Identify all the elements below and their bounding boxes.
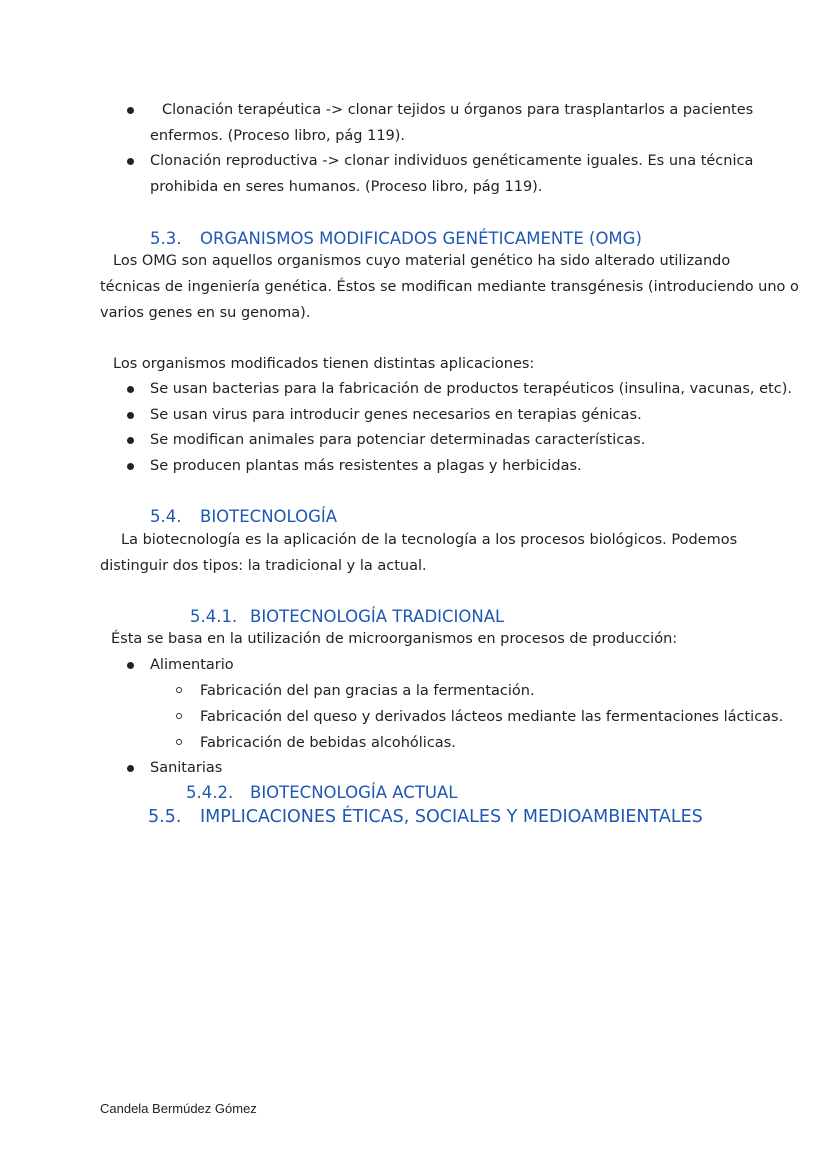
hollow-bullet-icon (176, 687, 182, 693)
section-5-5-title: IMPLICACIONES ÉTICAS, SOCIALES Y MEDIOAMBIENTALES (200, 807, 703, 827)
section-5-4-title: BIOTECNOLOGÍA (200, 507, 338, 526)
section-5-3-para-line1: Los OMG son aquellos organismos cuyo material genético ha sido alterado utilizando (113, 253, 731, 269)
section-5-4-para-line2: distinguir dos tipos: la tradicional y la actual. (100, 558, 427, 574)
alimentario-label: Alimentario (150, 657, 234, 673)
clonacion-item-2-line1: Clonación reproductiva -> clonar individuos genéticamente iguales. Es una técnica (150, 153, 754, 169)
clonacion-item-2-line2: prohibida en seres humanos. (Proceso libro, pág 119). (150, 179, 543, 195)
section-5-4-para-line1: La biotecnología es la aplicación de la tecnología a los procesos biológicos. Podemos (121, 532, 738, 548)
alimentario-sub-3: Fabricación de bebidas alcohólicas. (200, 735, 456, 751)
section-5-4-1-number: 5.4.1. (190, 607, 238, 626)
section-5-4-2-title: BIOTECNOLOGÍA ACTUAL (250, 783, 458, 802)
section-5-3-intro: Los organismos modificados tienen distintas aplicaciones: (113, 356, 535, 372)
footer-author: Candela Bermúdez Gómez (100, 1101, 257, 1116)
section-5-4-number: 5.4. (150, 507, 182, 526)
omg-bullet-2: Se usan virus para introducir genes necesarios en terapias génicas. (150, 407, 642, 423)
section-5-4-1-title: BIOTECNOLOGÍA TRADICIONAL (250, 607, 505, 626)
omg-bullet-3: Se modifican animales para potenciar determinadas características. (150, 432, 646, 448)
section-5-4-1-intro: Ésta se basa en la utilización de microorganismos en procesos de producción: (111, 631, 678, 647)
section-5-5-number: 5.5. (148, 807, 182, 827)
clonacion-item-1-line1: Clonación terapéutica -> clonar tejidos u órganos para trasplantarlos a pacientes (162, 102, 754, 118)
bullet-icon (127, 662, 134, 669)
hollow-bullet-icon (176, 713, 182, 719)
section-5-3-title: ORGANISMOS MODIFICADOS GENÉTICAMENTE (OMG) (200, 229, 642, 248)
clonacion-item-1-line2: enfermos. (Proceso libro, pág 119). (150, 128, 406, 144)
bullet-icon (127, 463, 134, 470)
omg-bullet-4: Se producen plantas más resistentes a plagas y herbicidas. (150, 458, 582, 474)
bullet-icon (127, 107, 134, 114)
hollow-bullet-icon (176, 739, 182, 745)
bullet-icon (127, 437, 134, 444)
bullet-icon (127, 412, 134, 419)
section-5-3-para-line2: técnicas de ingeniería genética. Éstos se modifican mediante transgénesis (introduciendo uno o (100, 279, 799, 295)
bullet-icon (127, 765, 134, 772)
omg-bullet-1: Se usan bacterias para la fabricación de productos terapéuticos (insulina, vacunas, etc). (150, 381, 792, 397)
bullet-icon (127, 386, 134, 393)
alimentario-sub-2: Fabricación del queso y derivados lácteos mediante las fermentaciones lácticas. (200, 709, 784, 725)
bullet-icon (127, 158, 134, 165)
sanitarias-label: Sanitarias (150, 760, 223, 776)
section-5-3-number: 5.3. (150, 229, 182, 248)
section-5-4-2-number: 5.4.2. (186, 783, 234, 802)
section-5-3-para-line3: varios genes en su genoma). (100, 305, 311, 321)
alimentario-sub-1: Fabricación del pan gracias a la fermentación. (200, 683, 535, 699)
